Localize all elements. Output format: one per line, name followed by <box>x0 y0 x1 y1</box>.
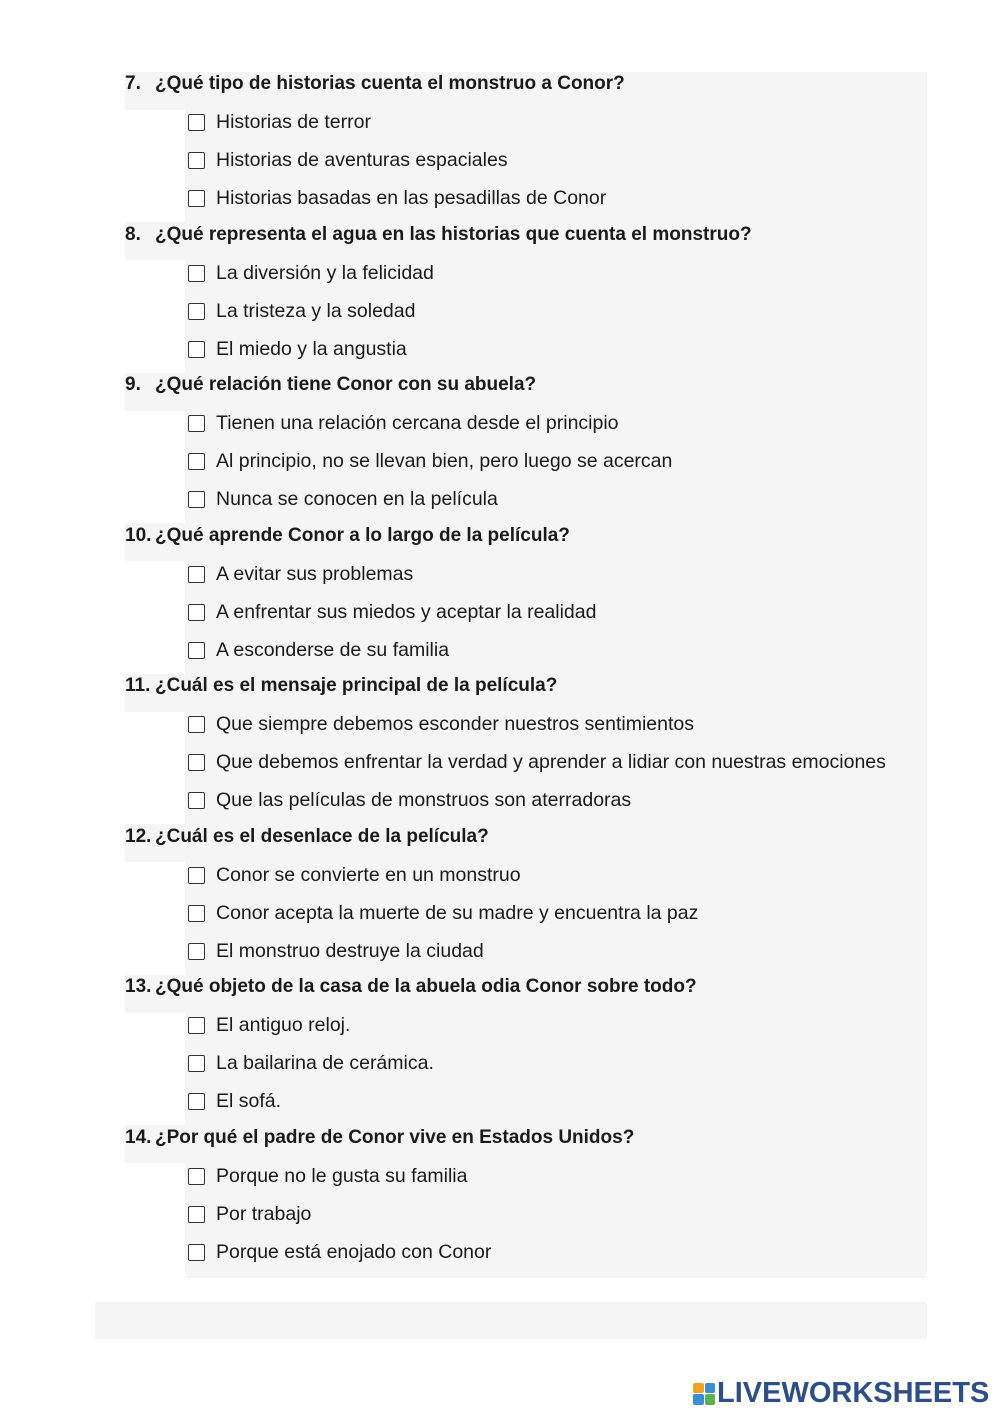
answer-option[interactable] <box>188 1013 350 1037</box>
answer-checkbox[interactable] <box>188 152 205 169</box>
answer-checkbox[interactable] <box>188 1055 205 1072</box>
question-text: ¿Qué objeto de la casa de la abuela odia Conor sobre todo? <box>155 976 697 997</box>
question-number: 13. <box>125 976 152 997</box>
answer-option-label: El miedo y la angustia <box>216 338 407 360</box>
answer-input-field[interactable] <box>95 1302 927 1339</box>
question-number: 10. <box>125 525 152 546</box>
answer-option-label: A evitar sus problemas <box>216 563 414 585</box>
question-heading <box>125 674 557 698</box>
answer-option[interactable] <box>188 186 606 210</box>
answer-checkbox[interactable] <box>188 754 205 771</box>
answer-checkbox[interactable] <box>188 341 205 358</box>
question-heading <box>125 1126 634 1150</box>
answer-option[interactable] <box>188 638 449 662</box>
answer-option[interactable] <box>188 600 596 624</box>
answer-option-label: Conor se convierte en un monstruo <box>216 864 521 886</box>
answer-option-label: Conor acepta la muerte de su madre y encuentra la paz <box>216 902 699 924</box>
question-text: ¿Por qué el padre de Conor vive en Estados Unidos? <box>155 1127 635 1148</box>
answer-checkbox[interactable] <box>188 905 205 922</box>
answer-checkbox[interactable] <box>188 1244 205 1261</box>
question-number: 11. <box>125 675 151 696</box>
answer-option-label: Al principio, no se llevan bien, pero luego se acercan <box>216 450 673 472</box>
answer-option[interactable] <box>188 148 508 172</box>
answer-option[interactable] <box>188 1051 434 1075</box>
answer-option-label: Historias de terror <box>216 111 371 133</box>
question-text: ¿Qué relación tiene Conor con su abuela? <box>155 374 537 395</box>
answer-checkbox[interactable] <box>188 1206 205 1223</box>
answer-option[interactable] <box>188 487 498 511</box>
answer-option-label: La tristeza y la soledad <box>216 300 416 322</box>
answer-checkbox[interactable] <box>188 114 205 131</box>
answer-checkbox[interactable] <box>188 190 205 207</box>
answer-option[interactable] <box>188 337 407 361</box>
answer-option-label: El monstruo destruye la ciudad <box>216 940 484 962</box>
answer-option[interactable] <box>188 1164 467 1188</box>
question-number: 9. <box>125 374 141 395</box>
question-heading <box>125 72 625 96</box>
answer-option-label: Que debemos enfrentar la verdad y aprender a lidiar con nuestras emociones <box>216 751 886 773</box>
liveworksheets-brand: LIVEWORKSHEETS <box>717 1377 990 1409</box>
answer-checkbox[interactable] <box>188 265 205 282</box>
question-heading <box>125 373 536 397</box>
answer-option-label: El antiguo reloj. <box>216 1014 351 1036</box>
answer-option-label: El sofá. <box>216 1090 282 1112</box>
answer-checkbox[interactable] <box>188 716 205 733</box>
question-number: 7. <box>125 73 141 94</box>
answer-checkbox[interactable] <box>188 566 205 583</box>
answer-option-label: Tienen una relación cercana desde el principio <box>216 412 619 434</box>
answer-option-label: La bailarina de cerámica. <box>216 1052 434 1074</box>
answer-option[interactable] <box>188 712 694 736</box>
liveworksheets-logo[interactable] <box>693 1377 989 1410</box>
answer-option[interactable] <box>188 1240 491 1264</box>
answer-option-label: A enfrentar sus miedos y aceptar la realidad <box>216 601 597 623</box>
answer-option[interactable] <box>188 449 672 473</box>
answer-option[interactable] <box>188 1089 281 1113</box>
answer-option[interactable] <box>188 299 415 323</box>
answer-option-label: Nunca se conocen en la película <box>216 488 498 510</box>
answer-option[interactable] <box>188 411 619 435</box>
answer-checkbox[interactable] <box>188 303 205 320</box>
answer-option[interactable] <box>188 750 886 774</box>
answer-option[interactable] <box>188 562 413 586</box>
answer-checkbox[interactable] <box>188 491 205 508</box>
answer-option[interactable] <box>188 1202 311 1226</box>
answer-option-label: Por trabajo <box>216 1203 312 1225</box>
answer-option-label: Que siempre debemos esconder nuestros sentimientos <box>216 713 694 735</box>
answer-checkbox[interactable] <box>188 1017 205 1034</box>
question-text: ¿Cuál es el desenlace de la película? <box>155 826 489 847</box>
question-number: 14. <box>125 1127 152 1148</box>
question-number: 12. <box>125 826 152 847</box>
liveworksheets-logo-icon <box>693 1383 715 1405</box>
question-text: ¿Qué representa el agua en las historias que cuenta el monstruo? <box>155 224 752 245</box>
question-text: ¿Qué aprende Conor a lo largo de la película? <box>155 525 570 546</box>
answer-option-label: Historias de aventuras espaciales <box>216 149 508 171</box>
answer-option-label: La diversión y la felicidad <box>216 262 434 284</box>
answer-option-label: Que las películas de monstruos son aterradoras <box>216 789 632 811</box>
answer-option[interactable] <box>188 788 631 812</box>
answer-checkbox[interactable] <box>188 642 205 659</box>
answer-checkbox[interactable] <box>188 453 205 470</box>
question-heading <box>125 524 570 548</box>
question-heading <box>125 825 489 849</box>
question-heading <box>125 223 752 247</box>
answer-checkbox[interactable] <box>188 943 205 960</box>
answer-checkbox[interactable] <box>188 1168 205 1185</box>
answer-checkbox[interactable] <box>188 1093 205 1110</box>
answer-checkbox[interactable] <box>188 415 205 432</box>
answer-option-label: Historias basadas en las pesadillas de Conor <box>216 187 607 209</box>
answer-option[interactable] <box>188 863 521 887</box>
answer-checkbox[interactable] <box>188 867 205 884</box>
answer-option-label: Porque no le gusta su familia <box>216 1165 468 1187</box>
answer-option[interactable] <box>188 261 434 285</box>
answer-checkbox[interactable] <box>188 792 205 809</box>
answer-option[interactable] <box>188 901 698 925</box>
answer-option[interactable] <box>188 939 484 963</box>
answer-option-label: A esconderse de su familia <box>216 639 450 661</box>
question-text: ¿Cuál es el mensaje principal de la película? <box>155 675 558 696</box>
question-number: 8. <box>125 224 141 245</box>
answer-checkbox[interactable] <box>188 604 205 621</box>
answer-option[interactable] <box>188 110 371 134</box>
question-heading <box>125 975 697 999</box>
question-text: ¿Qué tipo de historias cuenta el monstruo a Conor? <box>155 73 625 94</box>
answer-option-label: Porque está enojado con Conor <box>216 1241 492 1263</box>
